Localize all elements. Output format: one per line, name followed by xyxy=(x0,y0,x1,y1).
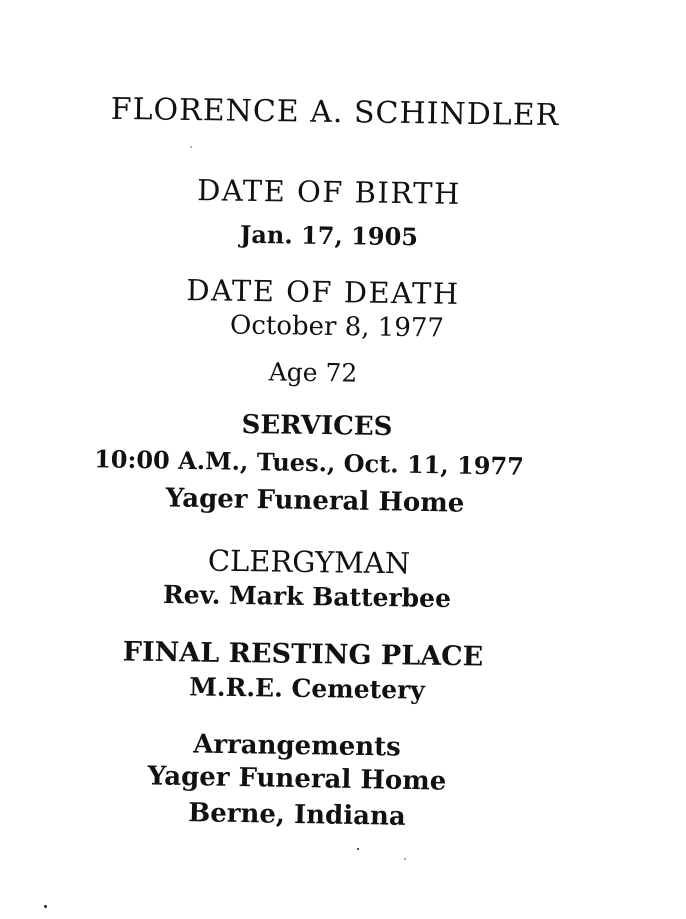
scan-speck xyxy=(44,905,47,908)
birth-date: Jan. 17, 1905 xyxy=(239,219,419,252)
birth-heading: DATE OF BIRTH xyxy=(196,173,462,211)
death-age: Age 72 xyxy=(268,357,358,388)
resting-place-name: M.R.E. Cemetery xyxy=(188,672,426,705)
death-heading: DATE OF DEATH xyxy=(186,273,460,311)
scan-speck xyxy=(404,858,406,860)
arrangements-heading: Arrangements xyxy=(192,729,402,763)
services-time: 10:00 A.M., Tues., Oct. 11, 1977 xyxy=(93,444,525,481)
death-date: October 8, 1977 xyxy=(229,310,445,344)
clergyman-heading: CLERGYMAN xyxy=(207,543,411,581)
scan-speck xyxy=(357,848,359,850)
scan-speck xyxy=(190,146,192,148)
clergyman-name: Rev. Mark Batterbee xyxy=(162,579,452,614)
services-place: Yager Funeral Home xyxy=(165,483,465,519)
services-heading: SERVICES xyxy=(241,409,393,443)
arrangements-location: Berne, Indiana xyxy=(188,798,406,832)
resting-place-heading: FINAL RESTING PLACE xyxy=(122,636,484,673)
arrangements-home: Yager Funeral Home xyxy=(147,761,447,797)
deceased-name: FLORENCE A. SCHINDLER xyxy=(110,91,560,134)
